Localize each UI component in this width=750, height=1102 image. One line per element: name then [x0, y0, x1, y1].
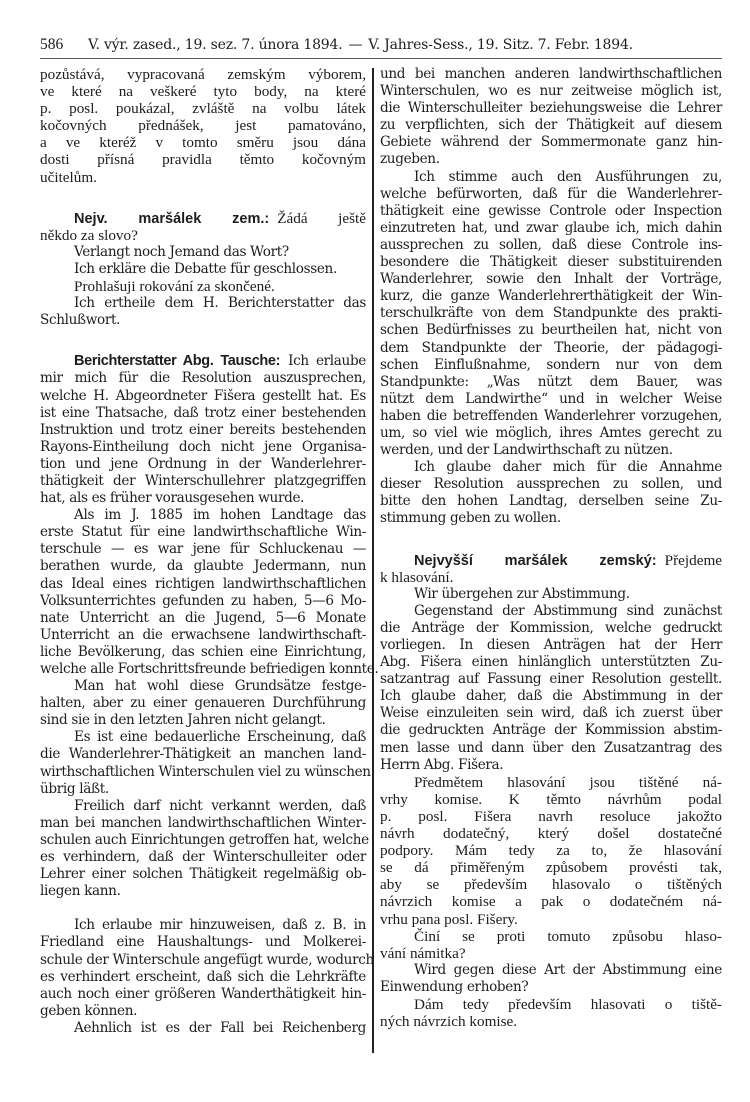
text-line	[380, 117, 722, 134]
text-line	[40, 729, 366, 746]
paragraph	[40, 261, 366, 278]
speaker-name: Nejv. maršálek zem.:	[74, 210, 270, 227]
speech-paragraph	[40, 353, 366, 507]
line-text: Žádá ještě	[277, 209, 366, 227]
line-text: zu verpflichten, sich der Thätigkeit auf diesem	[380, 117, 722, 134]
line-text: stimmung geben zu wollen.	[380, 510, 561, 527]
line-text: haben die betreffenden Wanderlehrer vorzugehen,	[380, 407, 722, 424]
line-text: někdo za slovo?	[40, 226, 138, 244]
paragraph	[380, 774, 722, 928]
header-rule	[40, 58, 722, 59]
header-czech: V. výr. zased., 19. sez. 7. února 1894.	[88, 37, 343, 53]
text-line	[380, 510, 722, 527]
text-line	[380, 825, 722, 842]
line-text: kočovných přednášek, jest pamatováno,	[40, 117, 366, 135]
text-line	[380, 893, 722, 910]
line-text: die gedruckten Anträge der Kommission abstim-	[380, 722, 722, 739]
text-line	[380, 340, 722, 357]
text-line	[380, 552, 722, 569]
text-line	[380, 1013, 722, 1030]
line-text: berathen wurde, da glaubte Jedermann, nun	[40, 558, 366, 575]
line-text: ist eine Thatsache, daß trotz einer bestehenden	[40, 404, 366, 421]
header-german: V. Jahres-Sess., 19. Sitz. 7. Febr. 1894.	[368, 37, 633, 53]
text-line	[380, 459, 722, 476]
running-header	[40, 36, 722, 56]
line-text: kurz, die ganze Wanderlehrerthätigkeit der Win-	[380, 288, 722, 305]
speaker-name: Nejvyšší maršálek zemský:	[414, 552, 657, 569]
text-line	[40, 353, 366, 370]
text-line	[380, 671, 722, 688]
line-text: dieser Resolution aussprechen zu sollen, und	[380, 476, 722, 493]
text-line	[40, 746, 366, 763]
text-line	[380, 322, 722, 339]
line-text: liche Bevölkerung, das schien eine Einrichtung,	[40, 643, 366, 660]
line-text: einzutreten hat, und zwar glaube ich, mich dahin	[380, 219, 722, 236]
line-text: sind sie in den letzten Jahren nicht gelangt.	[40, 712, 326, 729]
speech-paragraph	[380, 552, 722, 586]
text-line	[380, 722, 722, 739]
text-line	[380, 996, 722, 1013]
line-text: Předmětem hlasování jsou tištěné ná-	[414, 773, 722, 791]
line-text: thätigkeit der Winterschullehrer platzgegriffen	[40, 472, 366, 489]
line-text: terschule — es war jene für Schluckenau —	[40, 541, 366, 558]
line-text: Wird gegen diese Art der Abstimmung eine	[414, 961, 722, 978]
line-text: Wanderlehrer, sowie den Inhalt der Vorträge,	[380, 271, 722, 288]
line-text: návrh dodatečný, který došel dostatečné	[380, 825, 722, 843]
paragraph	[380, 603, 722, 774]
line-text: die Winterschulleiter beziehungsweise die Lehrer	[380, 100, 722, 117]
line-text: Ich glaube daher, daß die Abstimmung in der	[380, 688, 722, 705]
paragraph	[40, 244, 366, 261]
text-line	[380, 493, 722, 510]
line-text: halten, aber zu einer genaueren Durchführung	[40, 695, 366, 712]
text-line	[380, 151, 722, 168]
text-line	[40, 151, 366, 168]
text-line	[380, 100, 722, 117]
speech-paragraph	[40, 210, 366, 244]
line-text: Einwendung erhoben?	[380, 978, 529, 995]
text-line	[380, 928, 722, 945]
line-text: erste Statut für eine landwirthschaftliche Win-	[40, 524, 366, 541]
text-line	[380, 774, 722, 791]
line-text: das Ideal eines richtigen landwirthschaftlichen	[40, 575, 366, 592]
paragraph	[380, 459, 722, 527]
line-text: vrhu pana posl. Fišery.	[380, 910, 518, 928]
paragraph	[40, 66, 366, 186]
text-line	[40, 781, 366, 798]
text-line	[40, 312, 366, 329]
text-line	[380, 603, 722, 620]
text-line	[40, 969, 366, 986]
text-line	[380, 688, 722, 705]
text-line	[40, 83, 366, 100]
text-line	[40, 763, 371, 781]
paragraph	[40, 797, 369, 901]
line-text: pozůstává, vypracovaná zemským výborem,	[40, 66, 366, 83]
text-line	[40, 456, 366, 473]
text-line	[380, 569, 722, 586]
text-line	[380, 791, 722, 808]
line-text: učitelům.	[40, 168, 97, 186]
line-text: mir mich für die Resolution auszusprechen,	[40, 370, 366, 387]
line-text: werden, und der Landwirthschaft zu nützen.	[380, 442, 673, 459]
line-text: liegen kann.	[40, 883, 121, 900]
text-line	[40, 1020, 366, 1037]
text-line	[40, 1003, 366, 1020]
text-line	[380, 271, 722, 288]
paragraph	[380, 586, 722, 603]
speaker-name: Berichterstatter Abg. Tausche:	[74, 353, 281, 370]
text-line	[380, 757, 722, 774]
paragraph	[380, 928, 722, 962]
line-text: schen Einflußnahme, sondern nur von dem	[380, 356, 722, 373]
text-line	[380, 859, 722, 876]
text-line	[380, 169, 722, 186]
text-line	[380, 911, 722, 928]
text-line	[40, 798, 366, 815]
line-text: schulen auch Einrichtungen getroffen hat, welche	[40, 831, 369, 848]
line-text: Man hat wohl diese Grundsätze festge-	[74, 678, 366, 695]
line-text: aby se především hlasovalo o tištěných	[380, 876, 722, 894]
text-line	[40, 644, 366, 661]
line-text: Činí se proti tomuto způsobu hlaso-	[414, 927, 722, 945]
line-text: men lasse und dann über den Zusatzantrag des	[380, 739, 722, 756]
paragraph	[380, 66, 722, 169]
line-text: besondere die Thätigkeit dieser substituirenden	[380, 254, 722, 271]
paragraph	[40, 678, 366, 729]
text-line	[40, 951, 374, 969]
text-line	[380, 254, 722, 271]
line-text: geben können.	[40, 1002, 138, 1019]
line-text: übrig läßt.	[40, 780, 109, 797]
text-line	[380, 476, 722, 493]
text-line	[380, 586, 722, 603]
text-line	[40, 507, 366, 524]
line-text: zugeben.	[380, 151, 440, 168]
header-separator: —	[348, 37, 363, 53]
paragraph	[40, 917, 374, 1020]
line-text: nate Unterricht an die Jugend, 5—6 Monate	[40, 609, 366, 626]
line-text: bitte den hohen Landtag, derselben seine Zu-	[380, 493, 722, 510]
text-line	[380, 876, 722, 893]
line-text: man bei manchen landwirthschaftlichen Winter-	[40, 814, 366, 831]
line-text: welche alle Fortschrittsfreunde befriedigen konnte.	[40, 661, 379, 677]
line-text: Wir übergehen zur Abstimmung.	[414, 585, 630, 602]
text-line	[380, 134, 722, 151]
line-text: k hlasování.	[380, 568, 454, 586]
text-line	[380, 408, 722, 425]
line-text: Ich erlaube mir hinzuweisen, daß z. B. in	[74, 917, 366, 934]
text-line	[380, 637, 722, 654]
left-column	[40, 66, 379, 1037]
line-text: um, so viel wie möglich, ihres Amtes gerecht zu	[380, 424, 722, 441]
line-text: Gegenstand der Abstimmung sind zunächst	[414, 602, 722, 619]
text-line	[380, 962, 722, 979]
line-text: Unterricht an die erwachsene landwirthschaft-	[40, 626, 366, 643]
paragraph	[40, 278, 366, 295]
text-line	[40, 117, 366, 134]
text-line	[40, 695, 366, 712]
line-text: es verhindert erscheint, daß sich die Lehrkräfte	[40, 968, 366, 985]
text-line	[40, 558, 366, 575]
line-text: Aehnlich ist es der Fall bei Reichenberg	[74, 1019, 366, 1036]
column-divider	[372, 68, 374, 1053]
text-line	[380, 705, 722, 722]
line-text: Ich erkläre die Debatte für geschlossen.	[74, 260, 337, 277]
paragraph	[380, 962, 722, 996]
text-line	[40, 405, 366, 422]
text-line	[40, 917, 366, 934]
page-number: 586	[40, 36, 64, 53]
line-text: Dám tedy především hlasovati o tiště-	[414, 995, 722, 1013]
text-line	[40, 541, 366, 558]
line-text: die Wanderlehrer-Thätigkeit an manchen land-	[40, 746, 366, 763]
text-line	[40, 661, 379, 678]
text-line	[40, 678, 366, 695]
text-line	[40, 388, 366, 405]
line-text: Freilich darf nicht verkannt werden, daß	[74, 797, 366, 814]
line-text: p. posl. Fišera navrh resoluce jakožto	[380, 807, 722, 825]
line-text: Abg. Fišera einen hinlänglich unterstützten Zu-	[380, 654, 722, 671]
text-line	[380, 357, 722, 374]
line-text: Ich ertheile dem H. Berichterstatter das	[74, 295, 366, 312]
paragraph	[380, 996, 722, 1030]
text-line	[40, 210, 366, 227]
line-text: Instruktion und trotz einer bereits bestehenden	[40, 421, 366, 438]
line-text: vorliegen. In diesen Anträgen hat der Herr	[380, 637, 722, 653]
line-text: p. posl. poukázal, zvláště na volbu látek	[40, 100, 366, 118]
line-text: Volksunterrichtes gefunden zu haben, 5—6 Mo-	[40, 592, 366, 609]
line-text: aussprechen zu sollen, daß diese Controle ins-	[380, 236, 722, 253]
text-line	[40, 849, 366, 866]
text-line	[380, 66, 722, 83]
text-line	[40, 66, 366, 83]
line-text: Als im J. 1885 im hohen Landtage das	[74, 507, 366, 524]
line-text: nützt dem Landwirthe“ und in welcher Weise	[380, 390, 722, 407]
text-line	[40, 986, 366, 1003]
line-text: es verhindern, daß der Winterschulleiter oder	[40, 849, 366, 866]
line-text: schen Bedürfnisses zu beurtheilen hat, nicht von	[380, 322, 722, 339]
paragraph	[40, 729, 371, 797]
line-text: terschulkräfte von dem Standpunkte des prakti-	[380, 305, 722, 322]
text-line	[380, 808, 722, 825]
line-text: Přejdeme	[664, 551, 722, 569]
line-text: Herrn Abg. Fišera.	[380, 756, 504, 773]
line-text: auch noch einer größeren Wanderthätigkeit hin-	[40, 985, 366, 1002]
text-line	[380, 425, 722, 442]
line-text: satzantrag auf Fassung einer Resolution gestellt.	[380, 671, 722, 688]
text-line	[40, 422, 366, 439]
text-line	[40, 295, 366, 312]
line-text: schule der Winterschule angefügt wurde, wodurch	[40, 951, 374, 968]
text-line	[380, 237, 722, 254]
text-line	[380, 442, 722, 459]
text-line	[40, 490, 366, 507]
text-line	[40, 100, 366, 117]
text-line	[380, 83, 722, 100]
line-text: Gebiete während der Sommermonate ganz hin-	[380, 134, 722, 151]
line-text: hat, als es früher vorausgesehen wurde.	[40, 490, 305, 507]
paragraph	[40, 295, 366, 329]
line-text: návrzich komise a pak o dodatečném ná-	[380, 893, 722, 911]
paragraph	[380, 169, 722, 460]
text-line	[40, 593, 366, 610]
line-text: Verlangt noch Jemand das Wort?	[74, 243, 289, 260]
line-text: vání námitka?	[380, 944, 466, 962]
text-line	[380, 391, 722, 408]
line-text: podpory. Mám tedy za to, že hlasování	[380, 842, 722, 860]
right-column	[380, 66, 722, 1030]
text-line	[40, 473, 366, 490]
text-line	[40, 227, 366, 244]
text-line	[40, 815, 366, 832]
text-line	[380, 979, 722, 996]
line-text: welche H. Abgeordneter Fišera gestellt hat. Es	[40, 387, 366, 404]
line-text: Ich glaube daher mich für die Annahme	[414, 459, 722, 476]
line-text: Schlußwort.	[40, 312, 121, 329]
line-text: Lehrer einer solchen Thätigkeit regelmäßig ob-	[40, 866, 366, 883]
line-text: tion und jene Ordnung in der Wanderlehrer-	[40, 455, 366, 472]
line-text: und bei manchen anderen landwirthschaftlichen	[380, 66, 722, 82]
text-line	[40, 610, 366, 627]
line-text: Weise einzuleiten sein wird, daß ich zuerst über	[380, 705, 722, 722]
line-text: a ve kteréž v tomto směru jsou dána	[40, 134, 366, 152]
line-text: dosti přísná pravidla těmto kočovným	[40, 151, 366, 169]
line-text: Winterschulen, wo es nur zeitweise möglich ist,	[380, 83, 722, 100]
text-line	[40, 712, 366, 729]
line-text: welche befürworten, daß für die Wanderlehrer-	[380, 185, 722, 202]
text-line	[380, 654, 722, 671]
text-line	[40, 244, 366, 261]
text-line	[40, 439, 366, 456]
line-text: die Anträge der Kommission, welche gedruckt	[380, 619, 722, 636]
line-text: ných návrzich komise.	[380, 1013, 518, 1031]
line-text: ve které na veškeré tyto body, na které	[40, 83, 366, 101]
line-text: Rayons-Eintheilung doch nicht jene Organisa-	[40, 438, 366, 455]
line-text: thätigkeit eine gewisse Controle oder Inspection	[380, 202, 722, 219]
line-text: Friedland eine Haushaltungs- und Molkerei-	[40, 934, 366, 951]
paragraph	[40, 507, 379, 678]
line-text: Ich stimme auch den Ausführungen zu,	[414, 168, 722, 185]
text-line	[380, 203, 722, 220]
text-line	[380, 220, 722, 237]
text-line	[380, 288, 722, 305]
line-text: se dá přiměřeným způsobem provésti tak,	[380, 859, 722, 877]
text-line	[40, 627, 366, 644]
text-line	[380, 374, 722, 391]
text-line	[40, 883, 366, 900]
text-line	[40, 934, 366, 951]
text-line	[40, 524, 366, 541]
line-text: Ich erlaube	[288, 353, 366, 370]
text-line	[380, 945, 722, 962]
text-line	[40, 278, 366, 295]
text-line	[40, 866, 366, 883]
line-text: Prohlašuji rokování za skončené.	[74, 278, 275, 296]
text-line	[40, 134, 366, 151]
line-text: Es ist eine bedauerliche Erscheinung, daß	[74, 729, 366, 746]
line-text: Standpunkte: „Was nützt dem Bauer, was	[380, 373, 722, 390]
line-text: vrhy komise. K těmto návrhům podal	[380, 790, 722, 808]
text-line	[40, 370, 366, 387]
text-line	[380, 740, 722, 757]
text-line	[40, 576, 366, 593]
paragraph	[40, 1020, 366, 1037]
text-line	[40, 831, 369, 849]
text-line	[380, 620, 722, 637]
text-line	[380, 186, 722, 203]
line-text: wirthschaftlichen Winterschulen viel zu wünschen	[40, 763, 371, 780]
text-line	[40, 169, 366, 186]
text-line	[380, 305, 722, 322]
text-line	[380, 842, 722, 859]
text-line	[40, 261, 366, 278]
line-text: dem Standpunkte der Theorie, der pädagogi-	[380, 339, 722, 356]
